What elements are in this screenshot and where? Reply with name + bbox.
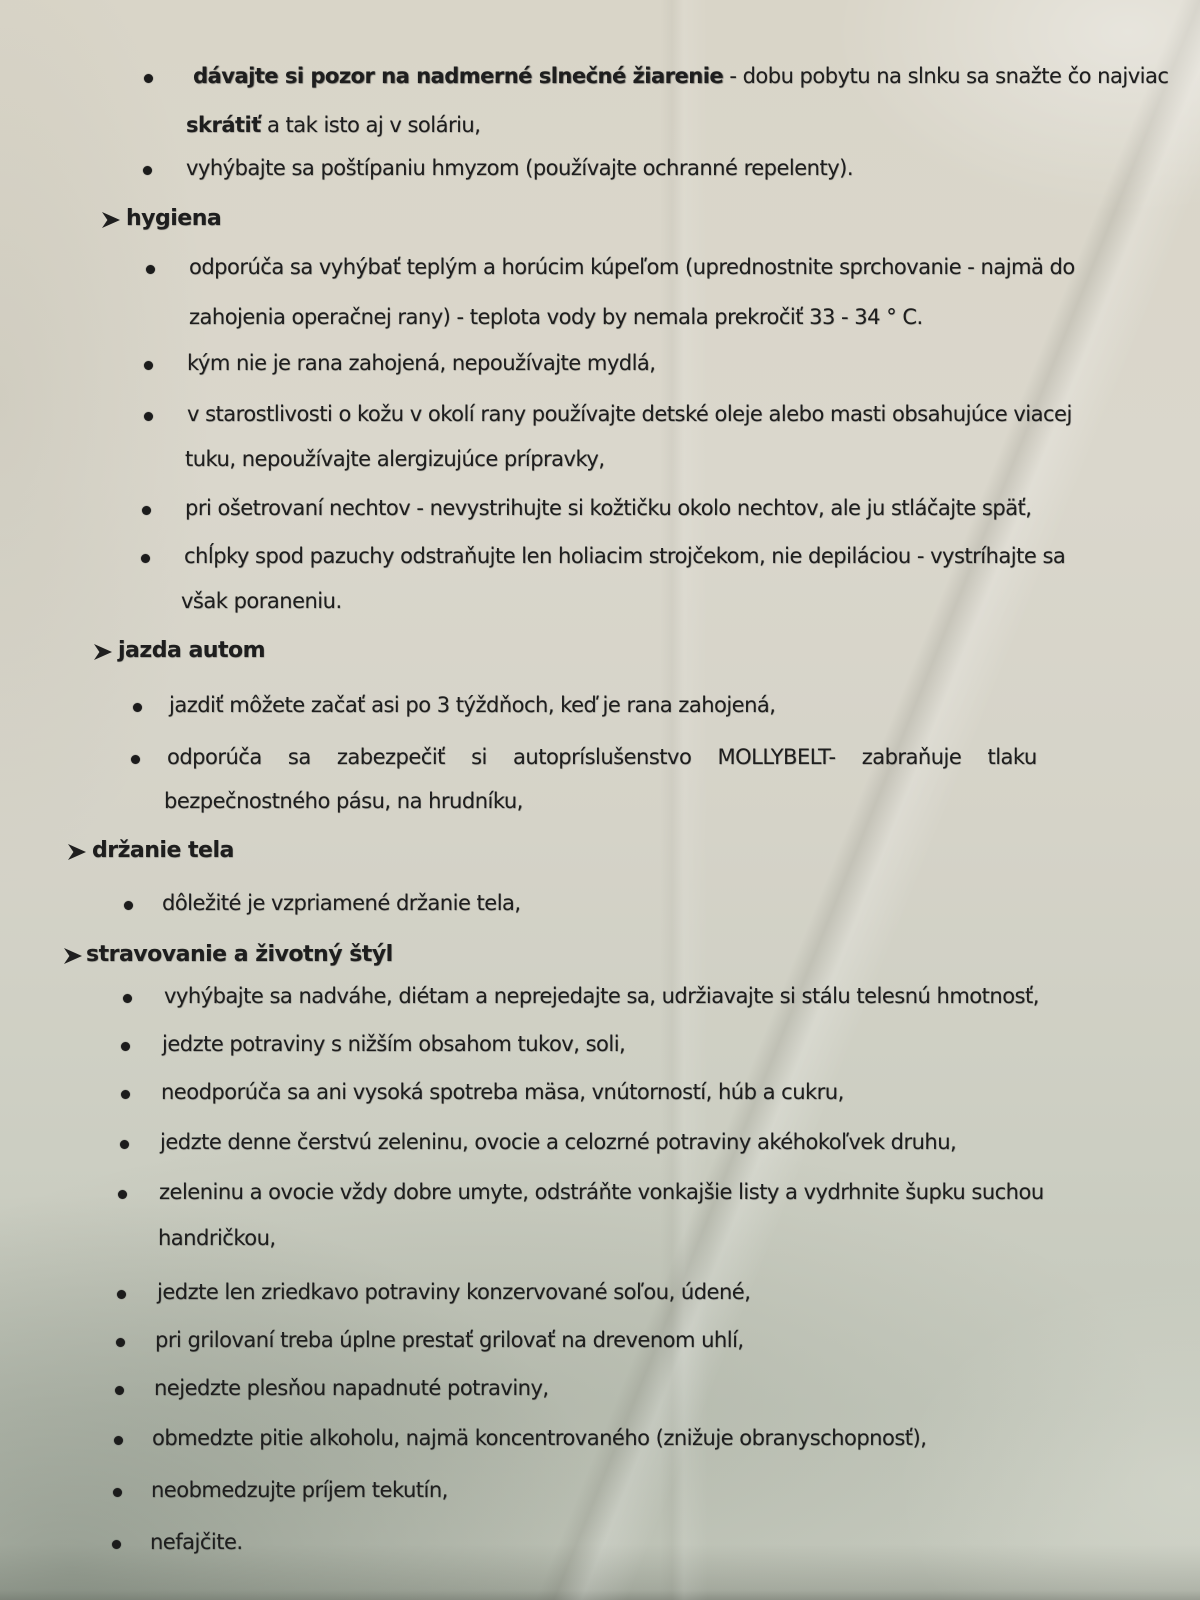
- list-item-continuation: tuku, nepoužívajte alergizujúce prípravky,: [185, 447, 605, 471]
- list-item: pri ošetrovaní nechtov - nevystrihujte si kožtičku okolo nechtov, ale ju stláčajte späť,: [185, 496, 1032, 520]
- bullet-icon: [144, 74, 153, 83]
- bullet-icon: [120, 1140, 129, 1149]
- heading-stravovanie: stravovanie a životný štýl: [86, 942, 393, 967]
- list-item: pri grilovaní treba úplne prestať grilovať na drevenom uhlí,: [155, 1328, 744, 1352]
- list-item: odporúča sa zabezpečiť si autopríslušenstvo MOLLYBELT- zabraňuje tlaku: [167, 745, 1037, 769]
- list-item: neodporúča sa ani vysoká spotreba mäsa, vnútorností, húb a cukru,: [161, 1080, 844, 1104]
- bullet-icon: [121, 1042, 130, 1051]
- bullet-icon: [123, 994, 132, 1003]
- list-item: odporúča sa vyhýbať teplým a horúcim kúpeľom (uprednostnite sprchovanie - najmä do: [189, 255, 1075, 279]
- bullet-icon: [133, 703, 142, 712]
- bullet-icon: [112, 1540, 121, 1549]
- list-item: obmedzte pitie alkoholu, najmä koncentrovaného (znižuje obranyschopnosť),: [152, 1426, 927, 1450]
- arrow-icon: [68, 844, 86, 860]
- list-item: vyhýbajte sa poštípaniu hmyzom (používajte ochranné repelenty).: [186, 156, 854, 180]
- list-item-continuation: však poraneniu.: [181, 589, 342, 613]
- list-item: v starostlivosti o kožu v okolí rany používajte detské oleje alebo masti obsahujúce viacej: [187, 402, 1072, 426]
- list-item: jedzte len zriedkavo potraviny konzervované soľou, údené,: [157, 1280, 751, 1304]
- bullet-icon: [144, 412, 153, 421]
- bullet-icon: [115, 1386, 124, 1395]
- list-item: nefajčite.: [150, 1530, 243, 1554]
- bullet-icon: [113, 1488, 122, 1497]
- bullet-icon: [124, 901, 133, 910]
- bullet-icon: [142, 506, 151, 515]
- list-item: jedzte denne čerstvú zeleninu, ovocie a celozrné potraviny akéhokoľvek druhu,: [160, 1130, 957, 1154]
- list-item: vyhýbajte sa nadváhe, diétam a neprejedajte sa, udržiavajte si stálu telesnú hmotnosť,: [164, 984, 1039, 1008]
- list-item: jazdiť môžete začať asi po 3 týždňoch, keď je rana zahojená,: [169, 693, 776, 717]
- list-item: kým nie je rana zahojená, nepoužívajte mydlá,: [187, 351, 656, 375]
- heading-drzanie-tela: držanie tela: [92, 838, 234, 863]
- arrow-icon: [64, 948, 82, 964]
- bullet-icon: [146, 265, 155, 274]
- list-item-continuation: handričkou,: [158, 1226, 276, 1250]
- list-item: chĺpky spod pazuchy odstraňujte len holiacim strojčekom, nie depiláciou - vystríhajte sa: [184, 544, 1066, 568]
- bullet-icon: [117, 1290, 126, 1299]
- list-item: dôležité je vzpriamené držanie tela,: [162, 891, 521, 915]
- list-item-continuation: skrátiť a tak isto aj v soláriu,: [186, 113, 481, 137]
- bullet-icon: [116, 1338, 125, 1347]
- list-item: jedzte potraviny s nižším obsahom tukov, soli,: [162, 1032, 626, 1056]
- bullet-icon: [141, 554, 150, 563]
- bullet-icon: [114, 1436, 123, 1445]
- list-item: zeleninu a ovocie vždy dobre umyte, odstráňte vonkajšie listy a vydrhnite šupku suchou: [159, 1180, 1044, 1204]
- list-item: nejedzte plesňou napadnuté potraviny,: [154, 1376, 549, 1400]
- bullet-icon: [131, 755, 140, 764]
- bullet-icon: [144, 361, 153, 370]
- bullet-icon: [143, 166, 152, 175]
- bullet-icon: [118, 1190, 127, 1199]
- arrow-icon: [94, 644, 112, 660]
- heading-jazda-autom: jazda autom: [118, 638, 266, 663]
- list-item: dávajte si pozor na nadmerné slnečné žiarenie - dobu pobytu na slnku sa snažte čo najviac: [193, 64, 1169, 88]
- list-item-continuation: zahojenia operačnej rany) - teplota vody by nemala prekročiť 33 - 34 ° C.: [189, 305, 923, 329]
- bullet-icon: [121, 1090, 130, 1099]
- list-item-continuation: bezpečnostného pásu, na hrudníku,: [164, 789, 523, 813]
- arrow-icon: [102, 212, 120, 228]
- heading-hygiena: hygiena: [126, 206, 222, 231]
- list-item: neobmedzujte príjem tekutín,: [151, 1478, 448, 1502]
